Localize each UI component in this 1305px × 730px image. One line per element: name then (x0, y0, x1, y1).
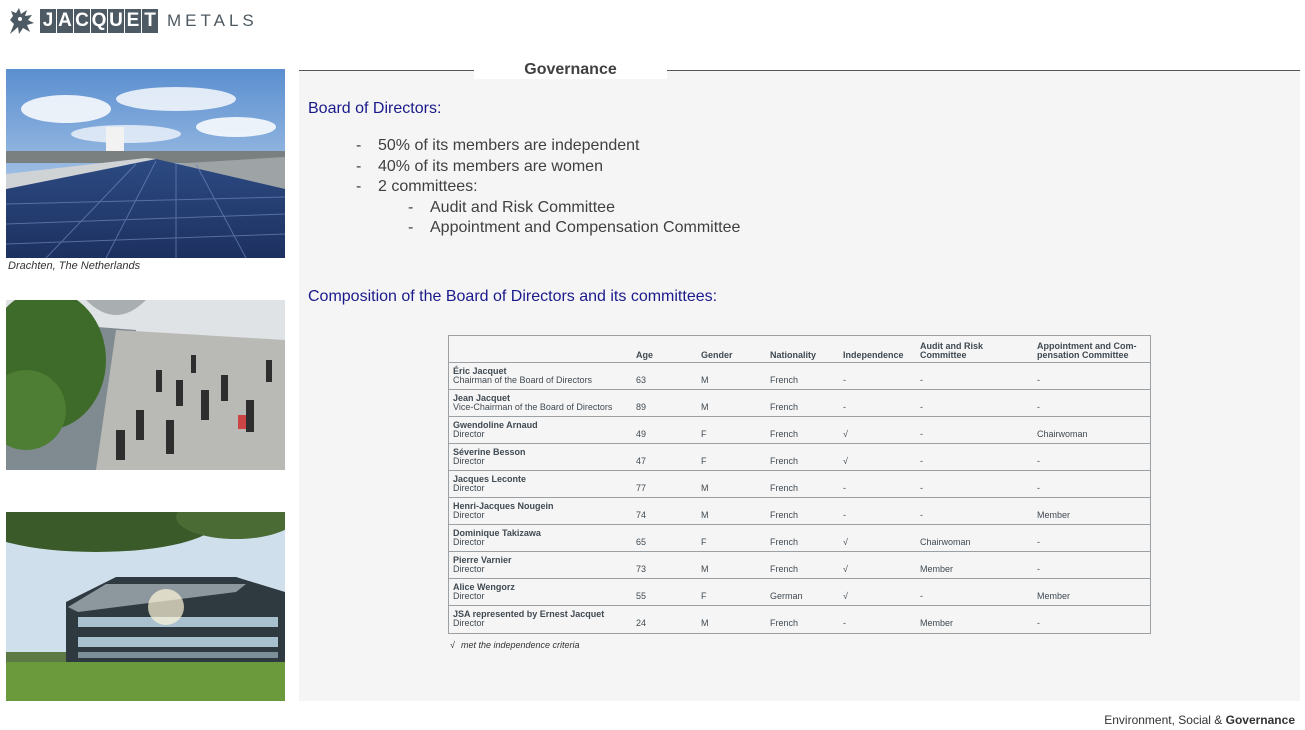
title-rule-right (667, 70, 1300, 71)
nationality-cell: German (770, 591, 803, 601)
independence-cell: - (843, 510, 846, 520)
table-row (449, 498, 1150, 525)
table-row (449, 525, 1150, 552)
appointment-committee-cell: - (1037, 537, 1040, 547)
list-item: - Appointment and Compensation Committee (408, 219, 741, 236)
appointment-committee-cell: - (1037, 564, 1040, 574)
lion-emblem-icon (6, 6, 38, 36)
company-logo (6, 6, 258, 36)
director-role: Director (453, 591, 485, 601)
photo-caption: Drachten, The Netherlands (8, 260, 141, 272)
director-role: Director (453, 429, 485, 439)
independence-cell: √ (843, 591, 848, 601)
table-row (449, 363, 1150, 390)
logo-letter: U (109, 10, 123, 31)
logo-jacquet-letters (40, 9, 159, 33)
gender-cell: M (701, 483, 709, 493)
audit-committee-cell: - (920, 402, 923, 412)
board-heading: Board of Directors: (308, 100, 442, 117)
director-name: Dominique Takizawa (453, 528, 541, 538)
table-row (449, 417, 1150, 444)
director-role: Director (453, 483, 485, 493)
table-row (449, 471, 1150, 498)
audit-committee-cell: - (920, 429, 923, 439)
director-name: Jacques Leconte (453, 474, 527, 484)
appointment-committee-cell: - (1037, 618, 1040, 628)
list-item: - 2 committees: (356, 178, 478, 195)
appointment-committee-cell: Chairwoman (1037, 429, 1088, 439)
audit-committee-cell: Chairwoman (920, 537, 971, 547)
age-cell: 74 (636, 510, 647, 520)
audit-committee-cell: - (920, 375, 923, 385)
nationality-cell: French (770, 483, 799, 493)
nationality-cell: French (770, 537, 799, 547)
gender-cell: F (701, 537, 707, 547)
appointment-committee-cell: - (1037, 456, 1040, 466)
director-name: Henri-Jacques Nougein (453, 501, 554, 511)
table-row (449, 606, 1150, 633)
logo-letter: C (75, 10, 89, 31)
logo-letter: T (142, 9, 158, 33)
gender-cell: M (701, 402, 709, 412)
photo-office-building (6, 512, 285, 701)
gender-cell: F (701, 591, 707, 601)
audit-committee-cell: - (920, 456, 923, 466)
title-rule-left (299, 70, 474, 71)
board-composition-table (448, 335, 1151, 634)
director-name: Éric Jacquet (453, 366, 507, 376)
age-cell: 73 (636, 564, 647, 574)
director-role: Vice-Chairman of the Board of Directors (453, 402, 613, 412)
nationality-cell: French (770, 456, 799, 466)
table-row (449, 579, 1150, 606)
director-role: Director (453, 537, 485, 547)
independence-cell: √ (843, 564, 848, 574)
nationality-cell: French (770, 402, 799, 412)
director-name: Gwendoline Arnaud (453, 420, 538, 430)
age-cell: 55 (636, 591, 647, 601)
gender-cell: M (701, 510, 709, 520)
appointment-committee-cell: Member (1037, 591, 1071, 601)
photo-solar-roof (6, 69, 285, 258)
director-role: Director (453, 510, 485, 520)
gender-cell: F (701, 456, 707, 466)
director-role: Director (453, 564, 485, 574)
audit-committee-cell: - (920, 591, 923, 601)
col-header-gender: Gender (701, 350, 733, 360)
col-header-audit: Audit and Risk Committee (920, 341, 984, 360)
table-row (449, 444, 1150, 471)
director-name: JSA represented by Ernest Jacquet (453, 609, 605, 619)
logo-metals-text: METALS (167, 11, 258, 30)
director-role: Chairman of the Board of Directors (453, 375, 593, 385)
composition-heading: Composition of the Board of Directors and its committees: (308, 288, 718, 305)
audit-committee-cell: - (920, 483, 923, 493)
age-cell: 77 (636, 483, 647, 493)
nationality-cell: French (770, 375, 799, 385)
independence-cell: - (843, 618, 846, 628)
table-row (449, 390, 1150, 417)
director-name: Séverine Besson (453, 447, 526, 457)
table-row (449, 552, 1150, 579)
logo-letter: J (40, 9, 56, 33)
board-bullet-list (356, 136, 740, 239)
independence-cell: √ (843, 456, 848, 466)
age-cell: 65 (636, 537, 647, 547)
nationality-cell: French (770, 564, 799, 574)
director-name: Alice Wengorz (453, 582, 515, 592)
page-footer: Environment, Social & Governance (1104, 713, 1295, 727)
director-name: Jean Jacquet (453, 393, 511, 403)
table-header (449, 336, 1150, 363)
list-item: - 40% of its members are women (356, 157, 603, 175)
nationality-cell: French (770, 429, 799, 439)
independence-cell: - (843, 483, 846, 493)
independence-cell: √ (843, 537, 848, 547)
logo-letter: Q (91, 10, 107, 31)
col-header-nationality: Nationality (770, 350, 817, 360)
table-footnote: √ met the independence criteria (450, 640, 580, 650)
audit-committee-cell: Member (920, 564, 954, 574)
appointment-committee-cell: - (1037, 483, 1040, 493)
gender-cell: M (701, 564, 709, 574)
col-header-independence: Independence (843, 350, 904, 360)
director-name: Pierre Varnier (453, 555, 512, 565)
col-header-appointment: Appointment and Com- pensation Committee (1037, 341, 1137, 360)
audit-committee-cell: Member (920, 618, 954, 628)
gender-cell: M (701, 618, 709, 628)
photo-riverside-walk (6, 300, 285, 470)
age-cell: 89 (636, 402, 647, 412)
col-header-age: Age (636, 350, 654, 360)
age-cell: 49 (636, 429, 647, 439)
independence-cell: - (843, 402, 846, 412)
list-item: - 50% of its members are independent (356, 137, 640, 154)
appointment-committee-cell: - (1037, 375, 1040, 385)
section-title: Governance (474, 61, 667, 79)
director-role: Director (453, 456, 485, 466)
independence-cell: √ (843, 429, 848, 439)
appointment-committee-cell: Member (1037, 510, 1071, 520)
gender-cell: M (701, 375, 709, 385)
nationality-cell: French (770, 618, 799, 628)
age-cell: 24 (636, 618, 647, 628)
logo-letter: A (58, 10, 72, 31)
age-cell: 47 (636, 456, 647, 466)
list-item: - Audit and Risk Committee (408, 198, 615, 216)
director-role: Director (453, 618, 485, 628)
age-cell: 63 (636, 375, 647, 385)
gender-cell: F (701, 429, 707, 439)
independence-cell: - (843, 375, 846, 385)
logo-letter: E (126, 10, 140, 31)
audit-committee-cell: - (920, 510, 923, 520)
nationality-cell: French (770, 510, 799, 520)
appointment-committee-cell: - (1037, 402, 1040, 412)
